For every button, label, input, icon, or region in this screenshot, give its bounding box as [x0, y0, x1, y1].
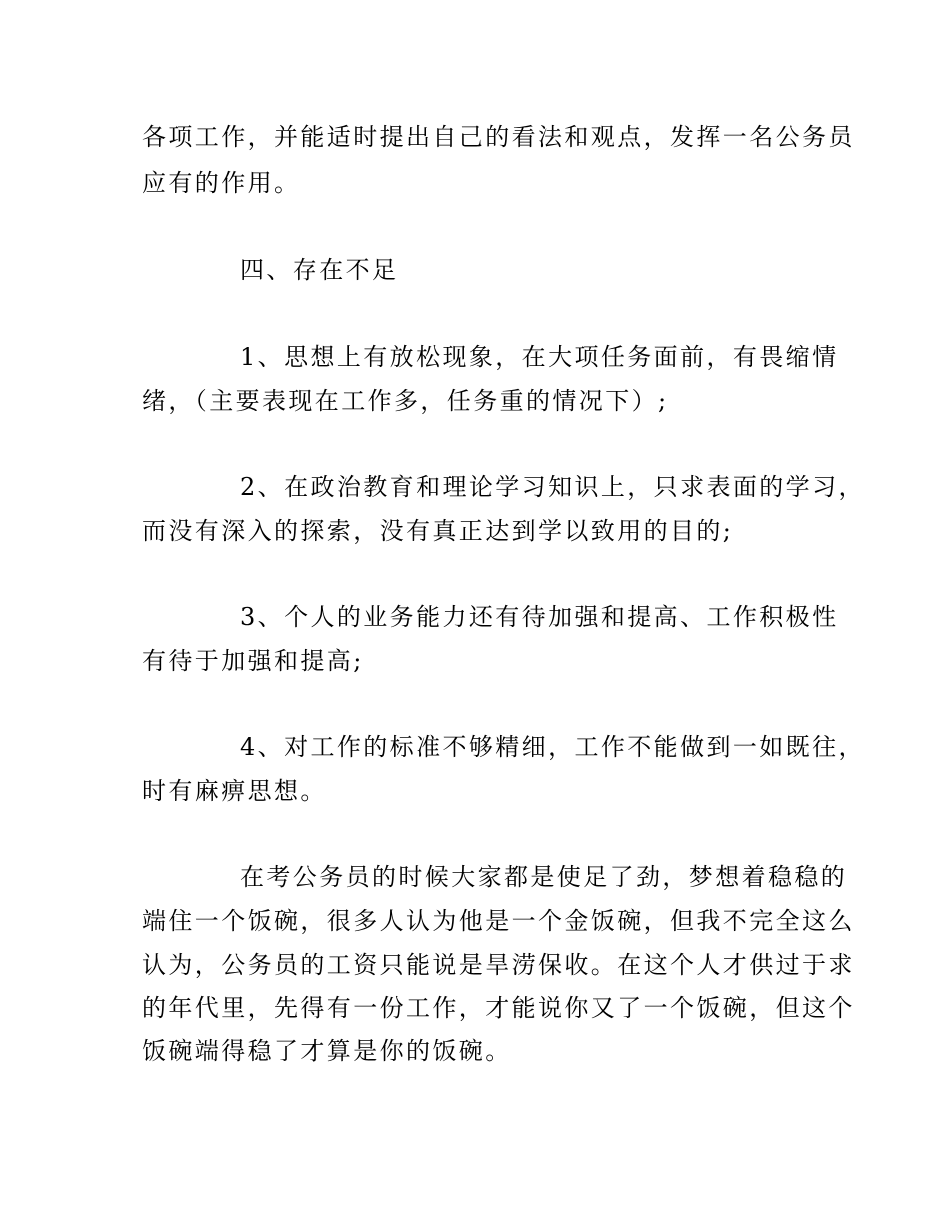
section-heading: 四、存在不足	[240, 256, 399, 284]
item-1-line-2: 绪，（主要表现在工作多，任务重的情况下）;	[142, 387, 669, 415]
closing-line-3: 认为，公务员的工资只能说是旱涝保收。在这个人才供过于求	[142, 951, 855, 979]
paragraph-intro-line-2: 应有的作用。	[142, 169, 301, 197]
item-2-line-2: 而没有深入的探索，没有真正达到学以致用的目的;	[142, 517, 734, 545]
closing-line-4: 的年代里，先得有一份工作，才能说你又了一个饭碗，但这个	[142, 994, 855, 1022]
item-4-line-2: 时有麻痹思想。	[142, 777, 327, 805]
item-2-line-1: 2、在政治教育和理论学习知识上，只求表面的学习，	[240, 473, 865, 501]
paragraph-intro-line-1: 各项工作，并能适时提出自己的看法和观点，发挥一名公务员	[142, 123, 855, 151]
item-4-line-1: 4、对工作的标准不够精细，工作不能做到一如既往，	[240, 733, 865, 761]
item-1-line-1: 1、思想上有放松现象，在大项任务面前，有畏缩情	[240, 343, 839, 371]
closing-line-2: 端住一个饭碗，很多人认为他是一个金饭碗，但我不完全这么	[142, 907, 855, 935]
closing-line-5: 饭碗端得稳了才算是你的饭碗。	[142, 1037, 512, 1065]
item-3-line-2: 有待于加强和提高;	[142, 647, 364, 675]
closing-line-1: 在考公务员的时候大家都是使足了劲，梦想着稳稳的	[240, 863, 848, 891]
item-3-line-1: 3、个人的业务能力还有待加强和提高、工作积极性	[240, 603, 839, 631]
